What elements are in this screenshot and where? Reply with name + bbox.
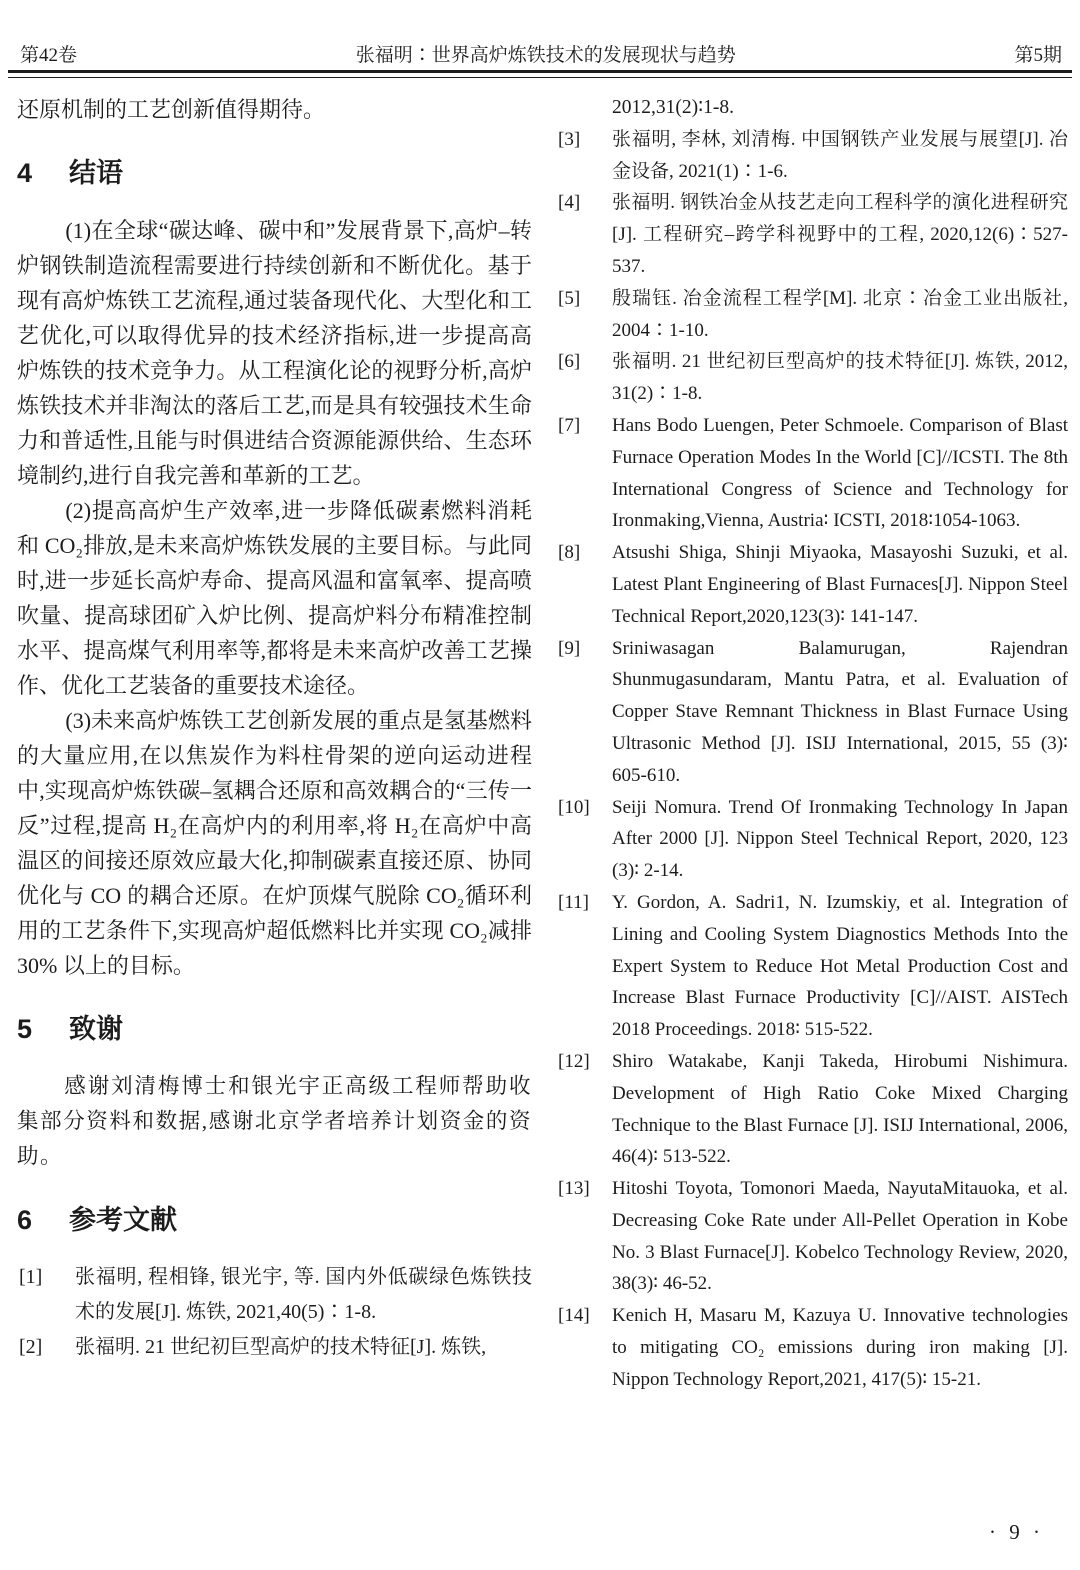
reference-item-2	[17, 1330, 532, 1365]
reference-item-13	[556, 1173, 1068, 1300]
reference-item-4	[556, 187, 1068, 282]
section-title: 致谢	[69, 1014, 123, 1044]
reference-number: [11]	[558, 891, 589, 913]
reference-item-1	[17, 1260, 532, 1330]
reference-text: Shiro Watakabe, Kanji Takeda, Hirobumi Nishimura. Development of High Ratio Coke Mixed Charging Technique to the Blast Furnace [J]. ISIJ International, 2006, 46(4)∶ 513-522.	[612, 1050, 1068, 1168]
reference-number: [3]	[558, 128, 581, 150]
reference-number: [9]	[558, 637, 581, 659]
header-issue: 第5期	[1014, 45, 1062, 66]
running-head	[20, 44, 1062, 68]
reference-number: [13]	[558, 1178, 590, 1200]
section-number: 6	[17, 1205, 33, 1235]
conclusion-paragraph-3: (3)未来高炉炼铁工艺创新发展的重点是氢基燃料的大量应用,在以焦炭作为料柱骨架的逆向运动进程中,实现高炉炼铁碳–氢耦合还原和高效耦合的“三传一反”过程,提高 H₂在高炉内的利用率,将 H₂在高炉中高温区的间接还原效应最大化,抑制碳素直接还原、协同优化与 CO 的耦合还原。在炉顶煤气脱除 CO₂循环利用的工艺条件下,实现高炉超低燃料比并实现 CO₂减排 30% 以上的目标。	[17, 708, 532, 978]
reference-number: [1]	[19, 1266, 43, 1288]
reference-text: Sriniwasagan Balamurugan, Rajendran Shunmugasundaram, Mantu Patra, et al. Evaluation of Copper Stave Remnant Thickness in Blast Furnace Using Ultrasonic Method [J]. ISIJ International, 2015, 55 (3)∶ 605-610.	[612, 637, 1068, 786]
header-double-rule	[8, 70, 1072, 78]
reference-2-continuation: 2012,31(2)∶1-8.	[612, 97, 735, 118]
section-heading-conclusion	[17, 157, 532, 189]
reference-number: [2]	[19, 1336, 43, 1358]
reference-item-6	[556, 346, 1068, 410]
reference-text: Seiji Nomura. Trend Of Ironmaking Technology In Japan After 2000 [J]. Nippon Steel Technical Report, 2020, 123 (3)∶ 2-14.	[612, 796, 1068, 882]
section-title: 参考文献	[69, 1205, 177, 1235]
reference-number: [8]	[558, 542, 581, 564]
reference-item-3	[556, 124, 1068, 188]
reference-text: Hitoshi Toyota, Tomonori Maeda, NayutaMitauoka, et al. Decreasing Coke Rate under All-Pellet Operation in Kobe No. 3 Blast Furnace[J]. Kobelco Technology Review, 2020, 38(3)∶ 46-52.	[612, 1178, 1068, 1295]
reference-number: [5]	[558, 287, 581, 309]
reference-number: [7]	[558, 414, 581, 436]
reference-item-7	[556, 410, 1068, 537]
right-column	[556, 92, 1068, 1396]
paragraph-continuation: 还原机制的工艺创新值得期待。	[17, 97, 326, 122]
reference-item-10	[556, 792, 1068, 887]
reference-text: Hans Bodo Luengen, Peter Schmoele. Comparison of Blast Furnace Operation Modes In the World [C]//ICSTI. The 8th International Congress of Science and Technology for Ironmaking,Vienna, Austria∶ ICSTI, 2018∶1054-1063.	[612, 414, 1068, 532]
section-number: 4	[17, 158, 33, 188]
reference-text: 张福明, 程相锋, 银光宇, 等. 国内外低碳绿色炼铁技术的发展[J]. 炼铁, 2021,40(5)∶1-8.	[75, 1266, 532, 1323]
section-heading-references	[17, 1204, 532, 1236]
reference-item-5	[556, 283, 1068, 347]
reference-number: [10]	[558, 796, 590, 818]
reference-number: [12]	[558, 1050, 590, 1072]
section-heading-acknowledgment	[17, 1013, 532, 1045]
header-title: 张福明∶世界高炉炼铁技术的发展现状与趋势	[355, 45, 736, 66]
reference-item-12	[556, 1046, 1068, 1173]
reference-number: [4]	[558, 192, 581, 214]
reference-item-9	[556, 633, 1068, 792]
header-volume: 第42卷	[20, 45, 78, 66]
reference-text: Atsushi Shiga, Shinji Miyaoka, Masayoshi Suzuki, et al. Latest Plant Engineering of Blast Furnaces[J]. Nippon Steel Technical Report,2020,123(3)∶ 141-147.	[612, 542, 1068, 627]
reference-item-11	[556, 887, 1068, 1046]
reference-number: [14]	[558, 1305, 590, 1327]
page-number: · 9 ·	[989, 1520, 1044, 1544]
conclusion-paragraph-2: (2)提高高炉生产效率,进一步降低碳素燃料消耗和 CO₂排放,是未来高炉炼铁发展的主要目标。与此同时,进一步延长高炉寿命、提高风温和富氧率、提高喷吹量、提高球团矿入炉比例、提高炉料分布精准控制水平、提高煤气利用率等,都将是未来高炉改善工艺操作、优化工艺装备的重要技术途径。	[17, 498, 532, 698]
reference-text: Y. Gordon, A. Sadri1, N. Izumskiy, et al. Integration of Lining and Cooling System Diagnostics Methods Into the Expert System to Reduce Hot Metal Production Cost and Increase Blast Furnace Productivity [C]//AIST. AISTech 2018 Proceedings. 2018∶ 515-522.	[612, 891, 1068, 1041]
left-column	[17, 92, 532, 1365]
reference-item-14	[556, 1300, 1068, 1395]
reference-item-8	[556, 537, 1068, 632]
reference-number: [6]	[558, 351, 581, 373]
reference-text: 张福明. 21 世纪初巨型高炉的技术特征[J]. 炼铁,	[75, 1336, 487, 1358]
conclusion-paragraph-1: (1)在全球“碳达峰、碳中和”发展背景下,高炉–转炉钢铁制造流程需要进行持续创新和不断优化。基于现有高炉炼铁工艺流程,通过装备现代化、大型化和工艺优化,可以取得优异的技术经济指标,进一步提高高炉炼铁的技术竞争力。从工程演化论的视野分析,高炉炼铁技术并非淘汰的落后工艺,而是具有较强技术生命力和普适性,且能与时俱进结合资源能源供给、生态环境制约,进行自我完善和革新的工艺。	[17, 218, 532, 488]
reference-text: 张福明, 李林, 刘清梅. 中国钢铁产业发展与展望[J]. 冶金设备, 2021(1)∶1-6.	[612, 128, 1068, 182]
reference-text: 张福明. 21 世纪初巨型高炉的技术特征[J]. 炼铁, 2012, 31(2)∶1-8.	[612, 351, 1068, 405]
section-title: 结语	[69, 158, 123, 188]
acknowledgment-paragraph: 感谢刘清梅博士和银光宇正高级工程师帮助收集部分资料和数据,感谢北京学者培养计划资金的资助。	[17, 1074, 532, 1168]
reference-text: Kenich H, Masaru M, Kazuya U. Innovative technologies to mitigating CO₂ emissions during iron making [J]. Nippon Technology Report,2021, 417(5)∶ 15-21.	[612, 1305, 1068, 1390]
reference-text: 殷瑞钰. 冶金流程工程学[M]. 北京∶冶金工业出版社, 2004∶1-10.	[612, 287, 1068, 341]
section-number: 5	[17, 1014, 33, 1044]
reference-text: 张福明. 钢铁冶金从技艺走向工程科学的演化进程研究[J]. 工程研究–跨学科视野中的工程, 2020,12(6)∶527-537.	[612, 192, 1068, 277]
